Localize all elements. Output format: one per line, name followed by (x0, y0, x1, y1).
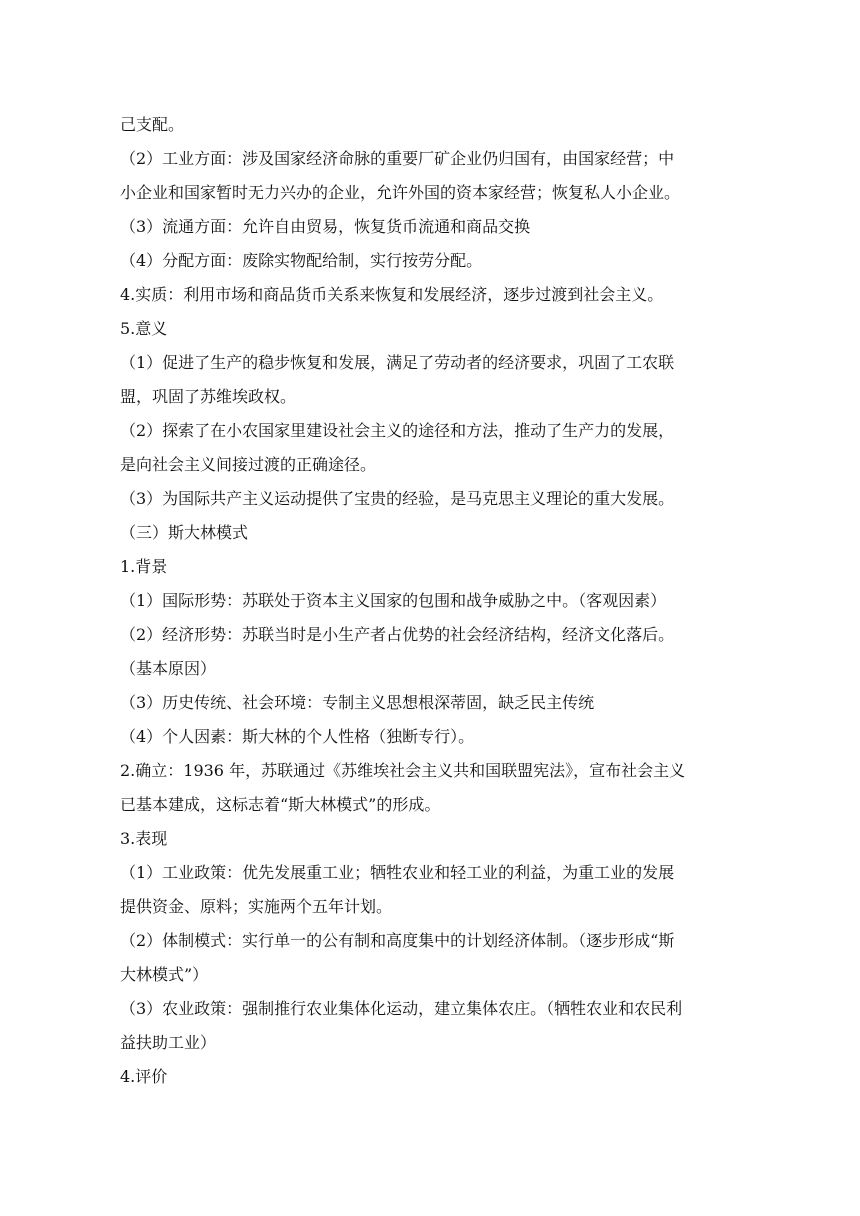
text-line: 小企业和国家暂时无力兴办的企业，允许外国的资本家经营；恢复私人小企业。 (120, 183, 681, 202)
text-line: （1）国际形势：苏联处于资本主义国家的包围和战争威胁之中。（客观因素） (120, 591, 667, 610)
text-line: 盟，巩固了苏维埃政权。 (120, 387, 297, 406)
text-line: 是向社会主义间接过渡的正确途径。 (120, 455, 377, 474)
section-heading: 4.实质：利用市场和商品货币关系来恢复和发展经济，逐步过渡到社会主义。 (120, 285, 664, 304)
text-line: （1）工业政策：优先发展重工业；牺牲农业和轻工业的利益，为重工业的发展 (120, 863, 675, 882)
text-line: 己支配。 (120, 115, 185, 134)
text-line: （3）为国际共产主义运动提供了宝贵的经验，是马克思主义理论的重大发展。 (120, 489, 675, 508)
text-line: （2）体制模式：实行单一的公有制和高度集中的计划经济体制。（逐步形成“斯 (120, 931, 675, 950)
text-line: （基本原因） (120, 659, 217, 678)
text-line: （2）工业方面：涉及国家经济命脉的重要厂矿企业仍归国有，由国家经营；中 (120, 149, 675, 168)
section-heading: 1.背景 (120, 557, 168, 576)
section-heading: 5.意义 (120, 319, 168, 338)
text-line: 益扶助工业） (120, 1033, 217, 1052)
text-line: 提供资金、原料；实施两个五年计划。 (120, 897, 393, 916)
text-line: （2）经济形势：苏联当时是小生产者占优势的社会经济结构，经济文化落后。 (120, 625, 675, 644)
text-line: （3）流通方面：允许自由贸易，恢复货币流通和商品交换 (120, 217, 531, 236)
section-heading: 2.确立：1936 年，苏联通过《苏维埃社会主义共和国联盟宪法》，宣布社会主义 (120, 761, 686, 780)
text-line: 大林模式”） (120, 965, 209, 984)
text-line: （4）分配方面：废除实物配给制，实行按劳分配。 (120, 251, 483, 270)
text-line: 已基本建成，这标志着“斯大林模式”的形成。 (120, 795, 441, 814)
section-heading: 4.评价 (120, 1067, 168, 1086)
text-line: （3）历史传统、社会环境：专制主义思想根深蒂固，缺乏民主传统 (120, 693, 595, 712)
chapter-heading: （三）斯大林模式 (120, 523, 249, 542)
document-body (120, 108, 744, 1094)
text-line: （3）农业政策：强制推行农业集体化运动，建立集体农庄。（牺牲农业和农民利 (120, 999, 683, 1018)
text-line: （2）探索了在小农国家里建设社会主义的途径和方法，推动了生产力的发展， (120, 421, 675, 440)
section-heading: 3.表现 (120, 829, 168, 848)
text-line: （1）促进了生产的稳步恢复和发展，满足了劳动者的经济要求，巩固了工农联 (120, 353, 675, 372)
text-line: （4）个人因素：斯大林的个人性格（独断专行）。 (120, 727, 475, 746)
